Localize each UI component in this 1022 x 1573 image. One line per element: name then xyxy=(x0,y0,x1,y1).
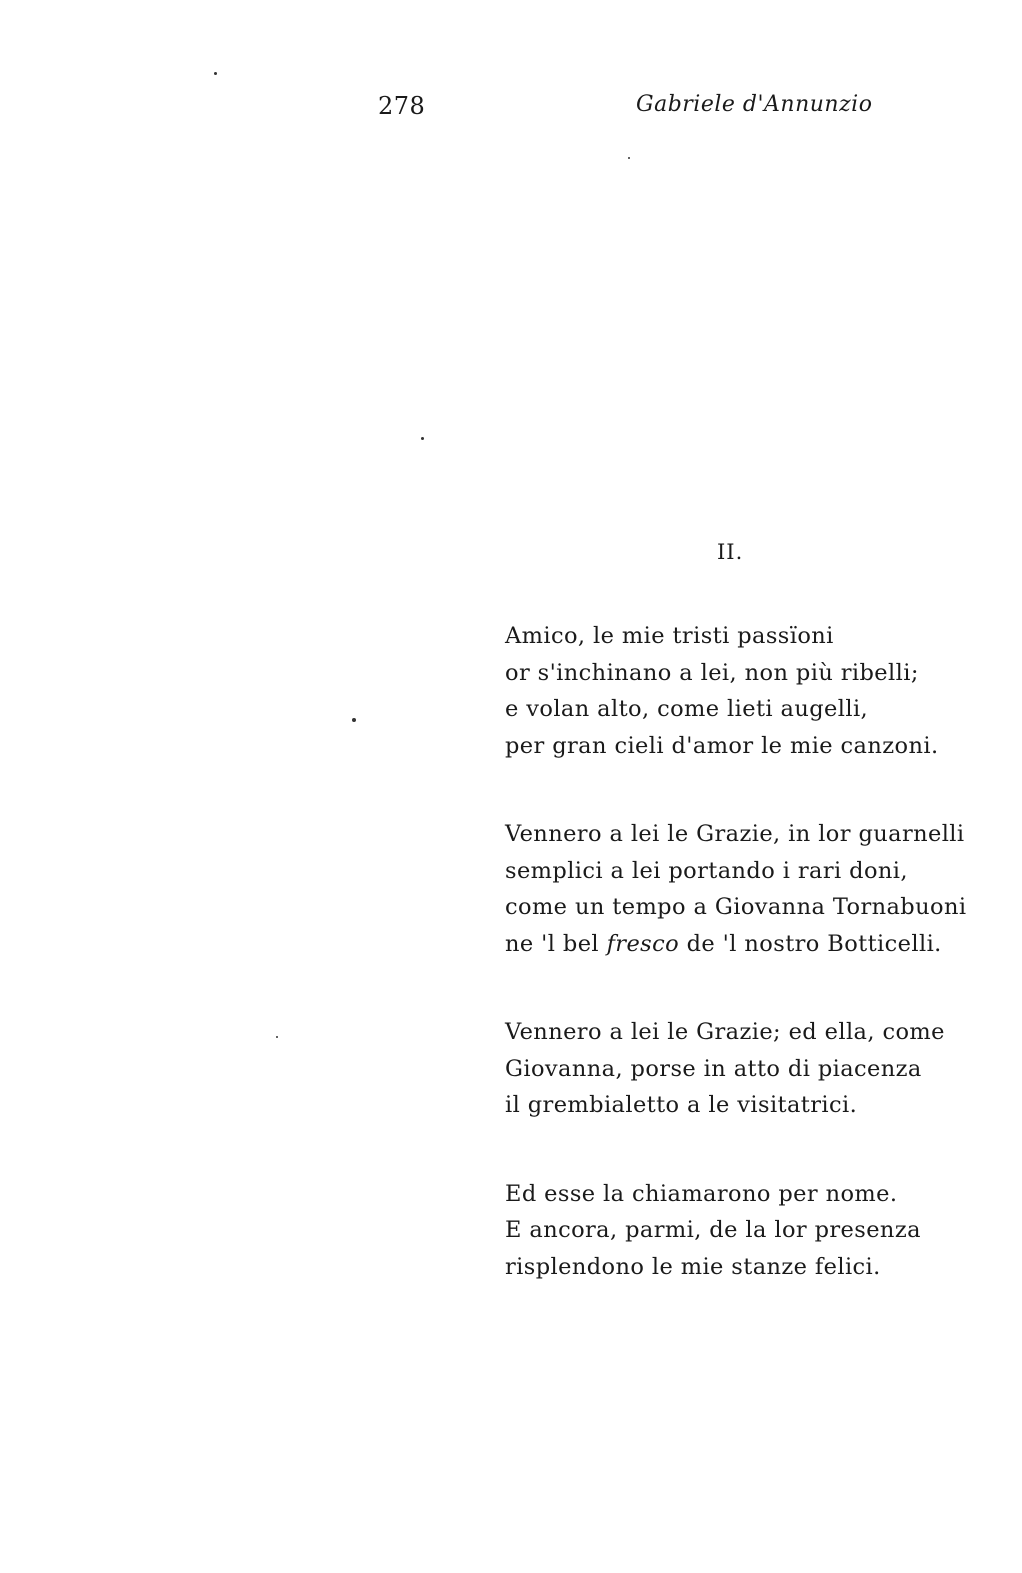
scan-speck xyxy=(352,718,356,722)
verse-line: come un tempo a Giovanna Tornabuoni xyxy=(505,894,967,920)
verse-line: risplendono le mie stanze felici. xyxy=(505,1253,881,1280)
verse-text-before-italic: ne 'l bel xyxy=(505,930,607,957)
verse-line: il grembialetto a le visitatrici. xyxy=(505,1092,858,1118)
verse-line: Ed esse la chiamarono per nome. xyxy=(505,1180,898,1207)
verse-line: semplici a lei portando i rari doni, xyxy=(505,857,908,884)
verse-line: Vennero a lei le Grazie; ed ella, come xyxy=(505,1019,945,1045)
scan-speck xyxy=(276,1036,278,1038)
verse-line: E ancora, parmi, de la lor presenza xyxy=(505,1217,921,1243)
verse-line: or s'inchinano a lei, non più ribelli; xyxy=(505,659,919,686)
scan-speck xyxy=(421,437,424,440)
verse-text-after-italic: de 'l nostro Botticelli. xyxy=(679,930,942,957)
page-number: 278 xyxy=(378,92,426,120)
section-number: II. xyxy=(717,540,744,564)
verse-line: Giovanna, porse in atto di piacenza xyxy=(505,1055,922,1082)
stanza-3 xyxy=(505,1014,1005,1124)
running-title: Gabriele d'Annunzio xyxy=(636,92,873,117)
poem xyxy=(505,618,1005,1337)
stanza-4 xyxy=(505,1176,1005,1286)
scan-speck xyxy=(214,72,217,75)
verse-line: Amico, le mie tristi passïoni xyxy=(505,623,834,649)
verse-line: e volan alto, come lieti augelli, xyxy=(505,696,869,722)
verse-line: per gran cieli d'amor le mie canzoni. xyxy=(505,732,939,759)
stanza-1 xyxy=(505,618,1005,764)
verse-line-with-italic xyxy=(505,926,1005,963)
italic-word-fresco: fresco xyxy=(606,930,680,957)
stanza-2 xyxy=(505,816,1005,962)
verse-line: Vennero a lei le Grazie, in lor guarnelli xyxy=(505,821,965,847)
scan-speck xyxy=(628,157,630,159)
